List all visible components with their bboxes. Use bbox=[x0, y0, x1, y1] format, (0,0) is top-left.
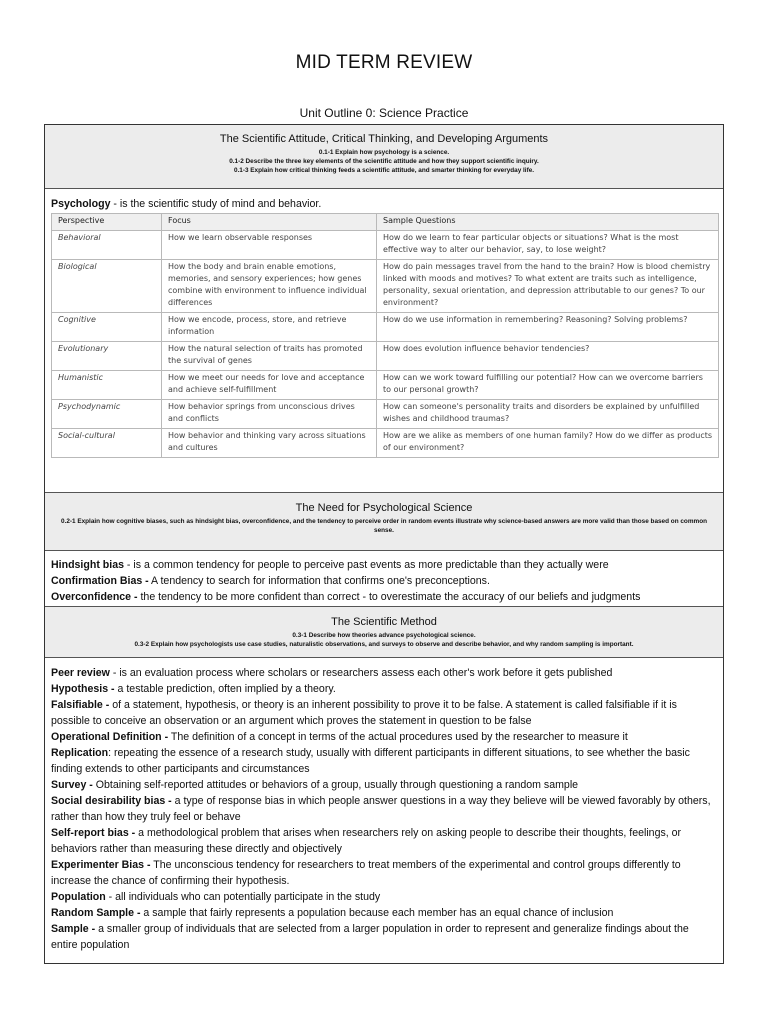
definition-item bbox=[51, 793, 717, 825]
term-label: Random Sample - bbox=[51, 907, 141, 919]
definition-overconfidence bbox=[51, 589, 717, 605]
term-def: - is an evaluation process where scholars or researchers assess each other's work before it gets published bbox=[109, 667, 613, 679]
unit-title: Unit Outline 0: Science Practice bbox=[299, 106, 469, 120]
section3-objective-1: 0.3-1 Describe how theories advance psychological science. bbox=[292, 632, 476, 639]
term-def: of a statement, hypothesis, or theory is an inherent possibility to prove it to be false. A statement is called falsifiable if it is possible to conceive an observation or an argument which proves the statement in question to be false bbox=[51, 699, 677, 727]
psychology-term: Psychology bbox=[51, 198, 111, 210]
table-row bbox=[52, 342, 719, 371]
definition-item bbox=[51, 777, 717, 793]
term-def: - is a common tendency for people to perceive past events as more predictable than they actually were bbox=[123, 559, 609, 571]
section1-objective-3: 0.1-3 Explain how critical thinking feeds a scientific attitude, and smarter thinking for everyday life. bbox=[233, 167, 535, 174]
psychology-def: - is the scientific study of mind and behavior. bbox=[110, 198, 322, 210]
term-def: Obtaining self-reported attitudes or behaviors of a group, usually through questioning a random sample bbox=[92, 779, 579, 791]
table-cell-focus: How we encode, process, store, and retrieve information bbox=[162, 313, 377, 342]
table-header-row bbox=[52, 214, 719, 231]
term-label: Hypothesis - bbox=[51, 683, 115, 695]
term-def: - all individuals who can potentially participate in the study bbox=[105, 891, 381, 903]
table-row bbox=[52, 313, 719, 342]
definition-item bbox=[51, 681, 717, 697]
term-label: Population bbox=[51, 891, 106, 903]
table-cell-focus: How the natural selection of traits has promoted the survival of genes bbox=[162, 342, 377, 371]
section2-body bbox=[45, 551, 723, 607]
term-label: Experimenter Bias - bbox=[51, 859, 151, 871]
section2-heading: The Need for Psychological Science bbox=[295, 502, 473, 514]
table-cell-perspective: Behavioral bbox=[52, 231, 162, 260]
table-cell-focus: How behavior springs from unconscious drives and conflicts bbox=[162, 400, 377, 429]
page-title: MID TERM REVIEW bbox=[295, 52, 473, 73]
section1-heading: The Scientific Attitude, Critical Thinking, and Developing Arguments bbox=[219, 133, 549, 145]
term-def: a sample that fairly represents a population because each member has an equal chance of inclusion bbox=[140, 907, 614, 919]
table-cell-questions: How can someone's personality traits and disorders be explained by unfulfilled wishes and childhood traumas? bbox=[377, 400, 719, 429]
term-def: the tendency to be more confident than correct - to overestimate the accuracy of our beliefs and judgments bbox=[137, 591, 641, 603]
term-label: Falsifiable - bbox=[51, 699, 110, 711]
table-header-focus: Focus bbox=[162, 214, 377, 231]
term-def: The definition of a concept in terms of the actual procedures used by the researcher to measure it bbox=[168, 731, 628, 743]
section3-heading: The Scientific Method bbox=[331, 616, 437, 628]
section2-header bbox=[45, 493, 723, 551]
section2-objective-1: 0.2-1 Explain how cognitive biases, such as hindsight bias, overconfidence, and the tendency to perceive order in random events illustrate why science-based answers are more valid than those based on common sense. bbox=[61, 518, 707, 534]
term-def: a type of response bias in which people answer questions in a way they believe will be viewed favorably by others, rather than how they truly feel or behave bbox=[51, 795, 711, 823]
term-label: Self-report bias - bbox=[51, 827, 136, 839]
term-label: Operational Definition - bbox=[51, 731, 169, 743]
table-cell-questions: How can we work toward fulfilling our potential? How can we overcome barriers to our personal growth? bbox=[377, 371, 719, 400]
table-cell-perspective: Social-cultural bbox=[52, 429, 162, 458]
term-label: Overconfidence - bbox=[51, 591, 138, 603]
term-label: Sample - bbox=[51, 923, 96, 935]
section3-header bbox=[45, 607, 723, 658]
table-cell-focus: How the body and brain enable emotions, memories, and sensory experiences; how genes combine with environment to influence individual differences bbox=[162, 260, 377, 313]
table-cell-perspective: Biological bbox=[52, 260, 162, 313]
table-cell-perspective: Evolutionary bbox=[52, 342, 162, 371]
definition-hindsight-bias bbox=[51, 557, 717, 573]
review-frame bbox=[44, 124, 724, 964]
definition-item bbox=[51, 745, 717, 777]
definition-item bbox=[51, 665, 717, 681]
section1-header bbox=[45, 125, 723, 189]
table-cell-perspective: Humanistic bbox=[52, 371, 162, 400]
term-def: A tendency to search for information that confirms one's preconceptions. bbox=[148, 575, 490, 587]
table-cell-perspective: Psychodynamic bbox=[52, 400, 162, 429]
table-cell-questions: How do we use information in remembering? Reasoning? Solving problems? bbox=[377, 313, 719, 342]
term-label: Survey - bbox=[51, 779, 93, 791]
table-cell-focus: How we learn observable responses bbox=[162, 231, 377, 260]
table-header-perspective: Perspective bbox=[52, 214, 162, 231]
term-label: Replication bbox=[51, 747, 109, 759]
section1-objective-2: 0.1-2 Describe the three key elements of the scientific attitude and how they support scientific inquiry. bbox=[229, 158, 539, 165]
section3-body bbox=[45, 658, 723, 958]
table-row bbox=[52, 371, 719, 400]
term-label: Peer review bbox=[51, 667, 110, 679]
table-cell-questions: How are we alike as members of one human family? How do we differ as products of our environment? bbox=[377, 429, 719, 458]
definition-item bbox=[51, 889, 717, 905]
definition-item bbox=[51, 905, 717, 921]
definition-item bbox=[51, 729, 717, 745]
term-label: Hindsight bias bbox=[51, 559, 124, 571]
table-cell-questions: How do we learn to fear particular objects or situations? What is the most effective way to alter our behavior, say, to lose weight? bbox=[377, 231, 719, 260]
psychology-definition bbox=[51, 197, 717, 211]
table-cell-questions: How do pain messages travel from the hand to the brain? How is blood chemistry linked with moods and motives? To what extent are traits such as intelligence, personality, sexual orientation, and depression attributable to our genes? To our environment? bbox=[377, 260, 719, 313]
term-def: a methodological problem that arises when researchers rely on asking people to describe their thoughts, feelings, or behaviors rather than measuring these directly and objectively bbox=[51, 827, 682, 855]
definition-item bbox=[51, 857, 717, 889]
table-row bbox=[52, 231, 719, 260]
table-header-questions: Sample Questions bbox=[377, 214, 719, 231]
perspectives-table bbox=[51, 213, 719, 458]
term-def: : repeating the essence of a research study, usually with different participants in different situations, to see whether the basic finding extends to other participants and circumstances bbox=[51, 747, 690, 775]
section1-objective-1: 0.1-1 Explain how psychology is a science. bbox=[318, 149, 450, 156]
term-label: Social desirability bias - bbox=[51, 795, 172, 807]
term-def: The unconscious tendency for researchers to treat members of the experimental and control groups differently to increase the chance of confirming their hypothesis. bbox=[51, 859, 681, 887]
table-row bbox=[52, 260, 719, 313]
definition-item bbox=[51, 697, 717, 729]
definition-confirmation-bias bbox=[51, 573, 717, 589]
term-def: a testable prediction, often implied by a theory. bbox=[114, 683, 336, 695]
table-row bbox=[52, 400, 719, 429]
section3-objective-2: 0.3-2 Explain how psychologists use case studies, naturalistic observations, and surveys to observe and describe behavior, and why random sampling is important. bbox=[134, 641, 634, 648]
section1-body bbox=[45, 189, 723, 493]
table-cell-questions: How does evolution influence behavior tendencies? bbox=[377, 342, 719, 371]
definition-item bbox=[51, 825, 717, 857]
table-cell-focus: How we meet our needs for love and acceptance and achieve self-fulfillment bbox=[162, 371, 377, 400]
definition-item bbox=[51, 921, 717, 953]
table-cell-focus: How behavior and thinking vary across situations and cultures bbox=[162, 429, 377, 458]
term-label: Confirmation Bias - bbox=[51, 575, 149, 587]
term-def: a smaller group of individuals that are selected from a larger population in order to represent and generalize findings about the entire population bbox=[51, 923, 689, 951]
table-row bbox=[52, 429, 719, 458]
table-cell-perspective: Cognitive bbox=[52, 313, 162, 342]
